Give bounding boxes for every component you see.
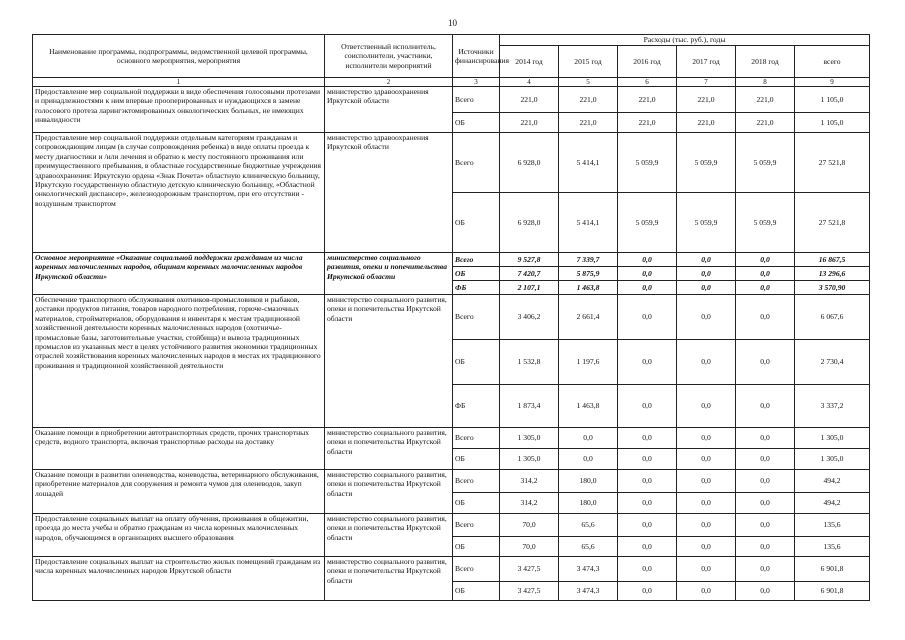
amount-total: 1 105,0 [795, 113, 870, 133]
header-total: всего [795, 46, 870, 78]
amount-year: 0,0 [736, 267, 795, 281]
header-responsible: Ответственный исполнитель, соисполнители, участники, исполнители мероприятий [325, 35, 453, 78]
amount-total: 135,6 [795, 514, 870, 537]
amount-year: 3 474,3 [559, 582, 618, 601]
amount-year: 1 305,0 [500, 449, 559, 470]
table-row [33, 133, 870, 193]
amount-year: 0,0 [618, 537, 677, 557]
amount-year: 0,0 [736, 428, 795, 449]
amount-total: 3 570,90 [795, 281, 870, 295]
responsible-executor: министерство социального развития, опеки и попечительства Иркутской области [325, 557, 453, 601]
amount-year: 221,0 [500, 113, 559, 133]
amount-year: 221,0 [559, 113, 618, 133]
amount-total: 1 305,0 [795, 428, 870, 449]
amount-total: 27 521,8 [795, 193, 870, 253]
responsible-executor: министерство здравоохранения Иркутской области [325, 133, 453, 253]
measure-name: Основное мероприятие «Оказание социальной поддержки гражданам из числа коренных малочисленных народов, общинам коренных малочисленных народов Иркутской области» [33, 253, 325, 295]
measure-name: Предоставление мер социальной поддержки в виде обеспечения голосовыми протезами и принадлежностями к ним впервые прооперированных и нуждающихся в замене голосового протеза ларингэктомированных онкологических больных, не имеющих инвалидности [33, 87, 325, 133]
responsible-executor: министерство социального развития, опеки и попечительства Иркутской области [325, 428, 453, 470]
amount-total: 13 296,6 [795, 267, 870, 281]
amount-year: 5 059,9 [677, 193, 736, 253]
funding-source: ОБ [453, 193, 500, 253]
amount-year: 5 059,9 [618, 193, 677, 253]
amount-year: 0,0 [618, 582, 677, 601]
amount-year: 9 527,8 [500, 253, 559, 267]
funding-source: ОБ [453, 113, 500, 133]
amount-year: 65,6 [559, 514, 618, 537]
table-row [33, 514, 870, 537]
amount-year: 221,0 [618, 113, 677, 133]
amount-year: 0,0 [736, 514, 795, 537]
column-index: 8 [736, 78, 795, 87]
amount-year: 0,0 [618, 514, 677, 537]
amount-year: 0,0 [677, 514, 736, 537]
column-index: 1 [33, 78, 325, 87]
amount-year: 0,0 [736, 385, 795, 428]
responsible-executor: министерство социального развития, опеки и попечительства Иркутской области [325, 514, 453, 557]
column-index: 9 [795, 78, 870, 87]
table-row [33, 253, 870, 267]
amount-year: 0,0 [618, 493, 677, 514]
header-year: 2015 год [559, 46, 618, 78]
table-row [33, 87, 870, 113]
funding-source: ОБ [453, 449, 500, 470]
amount-year: 6 928,0 [500, 193, 559, 253]
amount-year: 0,0 [677, 557, 736, 582]
amount-year: 221,0 [559, 87, 618, 113]
column-index: 2 [325, 78, 453, 87]
column-index: 5 [559, 78, 618, 87]
amount-year: 0,0 [677, 295, 736, 340]
column-index: 7 [677, 78, 736, 87]
amount-year: 2 107,1 [500, 281, 559, 295]
funding-source: Всего [453, 87, 500, 113]
amount-year: 0,0 [677, 582, 736, 601]
amount-year: 0,0 [677, 537, 736, 557]
amount-year: 0,0 [677, 385, 736, 428]
amount-total: 6 901,8 [795, 582, 870, 601]
amount-year: 0,0 [677, 470, 736, 493]
amount-year: 6 928,0 [500, 133, 559, 193]
amount-total: 6 901,8 [795, 557, 870, 582]
amount-total: 135,6 [795, 537, 870, 557]
amount-total: 494,2 [795, 493, 870, 514]
amount-year: 0,0 [559, 449, 618, 470]
funding-source: Всего [453, 253, 500, 267]
amount-year: 0,0 [736, 281, 795, 295]
amount-total: 494,2 [795, 470, 870, 493]
funding-source: ОБ [453, 267, 500, 281]
amount-year: 0,0 [618, 385, 677, 428]
amount-year: 180,0 [559, 470, 618, 493]
amount-year: 1 873,4 [500, 385, 559, 428]
table-row [33, 295, 870, 340]
header-year: 2014 год [500, 46, 559, 78]
amount-year: 1 532,8 [500, 340, 559, 385]
column-index: 3 [453, 78, 500, 87]
amount-year: 7 420,7 [500, 267, 559, 281]
amount-year: 221,0 [500, 87, 559, 113]
amount-year: 70,0 [500, 537, 559, 557]
amount-year: 5 414,1 [559, 193, 618, 253]
amount-year: 1 197,6 [559, 340, 618, 385]
funding-source: Всего [453, 557, 500, 582]
amount-year: 5 059,9 [736, 133, 795, 193]
measure-name: Оказание помощи в приобретении автотранспортных средств, прочих транспортных средств, водного транспорта, включая транспортные расходы на доставку [33, 428, 325, 470]
amount-year: 7 339,7 [559, 253, 618, 267]
responsible-executor: министерство социального развития, опеки и попечительства Иркутской области [325, 470, 453, 514]
amount-year: 3 474,3 [559, 557, 618, 582]
amount-total: 1 105,0 [795, 87, 870, 113]
amount-year: 0,0 [677, 281, 736, 295]
funding-source: Всего [453, 133, 500, 193]
column-index-row [33, 78, 870, 87]
amount-year: 5 414,1 [559, 133, 618, 193]
amount-year: 0,0 [736, 493, 795, 514]
funding-source: ФБ [453, 281, 500, 295]
amount-year: 65,6 [559, 537, 618, 557]
header-source: Источники финансирования [453, 35, 500, 78]
table-body [33, 87, 870, 601]
amount-year: 0,0 [618, 281, 677, 295]
amount-year: 2 661,4 [559, 295, 618, 340]
amount-year: 221,0 [736, 87, 795, 113]
amount-year: 1 305,0 [500, 428, 559, 449]
funding-source: Всего [453, 428, 500, 449]
header-year: 2017 год [677, 46, 736, 78]
amount-total: 3 337,2 [795, 385, 870, 428]
amount-year: 0,0 [736, 537, 795, 557]
measure-name: Предоставление мер социальной поддержки отдельным категориям гражданам и сопровождающим лицам (в случае сопровождения ребенка) в виде оплаты проезда к месту диагностики и /или лечения и обратно к месту постоянного проживания или преимущественного пребывания, в областные государственные бюджетные учреждения здравоохранения: Иркутскую ордена «Знак Почета» областную клиническую больницу, Иркутскую государственную областную детскую клиническую больницу, «Областной онкологический диспансер», железнодорожным транспортом, при его отсутствии - воздушным транспортом [33, 133, 325, 253]
amount-year: 0,0 [736, 449, 795, 470]
amount-year: 221,0 [677, 87, 736, 113]
amount-year: 5 059,9 [618, 133, 677, 193]
header-year: 2016 год [618, 46, 677, 78]
amount-year: 3 427,5 [500, 557, 559, 582]
funding-source: Всего [453, 295, 500, 340]
amount-year: 0,0 [677, 340, 736, 385]
column-index: 6 [618, 78, 677, 87]
amount-year: 0,0 [736, 340, 795, 385]
amount-year: 0,0 [736, 253, 795, 267]
amount-year: 5 059,9 [736, 193, 795, 253]
table-row [33, 428, 870, 449]
amount-year: 5 875,9 [559, 267, 618, 281]
amount-year: 1 463,8 [559, 385, 618, 428]
amount-total: 16 867,5 [795, 253, 870, 267]
funding-source: ОБ [453, 537, 500, 557]
amount-year: 221,0 [736, 113, 795, 133]
amount-year: 0,0 [677, 267, 736, 281]
funding-source: ФБ [453, 385, 500, 428]
page-number: 10 [448, 18, 457, 28]
measure-name: Обеспечение транспортного обслуживания охотников-промысловиков и рыбаков, доставки продуктов питания, товаров народного потребления, горюче-смазочных материалов, стройматериалов, оборудования и инвентаря к местам традиционной хозяйственной деятельности коренных малочисленных народов (охотничье-промысловые базы, заготовительные участки, стойбища) и вывоза традиционных промыслов из указанных мест в целях устойчивого развития экономики традиционных отраслей хозяйствования коренных малочисленных народов в местах их традиционного проживания и традиционной хозяйственной деятельности [33, 295, 325, 428]
amount-year: 0,0 [677, 428, 736, 449]
header-name: Наименование программы, подпрограммы, ведомственной целевой программы, основного мероприятия, мероприятия [33, 35, 325, 78]
responsible-executor: министерство социального развития, опеки и попечительства Иркутской области [325, 295, 453, 428]
amount-year: 0,0 [618, 295, 677, 340]
amount-total: 27 521,8 [795, 133, 870, 193]
measure-name: Предоставление социальных выплат на строительство жилых помещений гражданам из числа коренных малочисленных народов Иркутской области [33, 557, 325, 601]
amount-total: 2 730,4 [795, 340, 870, 385]
amount-total: 6 067,6 [795, 295, 870, 340]
amount-year: 0,0 [677, 449, 736, 470]
responsible-executor: министерство социального развития, опеки и попечительства Иркутской области [325, 253, 453, 295]
amount-year: 0,0 [677, 493, 736, 514]
amount-year: 0,0 [618, 340, 677, 385]
header-expenses: Расходы (тыс. руб.), годы [500, 35, 870, 46]
amount-year: 0,0 [736, 295, 795, 340]
expenses-table [32, 34, 870, 601]
amount-year: 0,0 [618, 253, 677, 267]
funding-source: ОБ [453, 493, 500, 514]
column-index: 4 [500, 78, 559, 87]
funding-source: Всего [453, 514, 500, 537]
amount-year: 0,0 [736, 582, 795, 601]
amount-year: 314,2 [500, 493, 559, 514]
amount-year: 1 463,8 [559, 281, 618, 295]
amount-year: 0,0 [677, 253, 736, 267]
amount-year: 0,0 [618, 267, 677, 281]
amount-year: 0,0 [618, 449, 677, 470]
amount-year: 5 059,9 [677, 133, 736, 193]
amount-year: 221,0 [618, 87, 677, 113]
amount-year: 0,0 [736, 470, 795, 493]
funding-source: ОБ [453, 582, 500, 601]
table-row [33, 557, 870, 582]
header-year: 2018 год [736, 46, 795, 78]
amount-year: 0,0 [618, 557, 677, 582]
amount-year: 0,0 [559, 428, 618, 449]
table-row [33, 470, 870, 493]
amount-year: 180,0 [559, 493, 618, 514]
amount-year: 0,0 [736, 557, 795, 582]
responsible-executor: министерство здравоохранения Иркутской области [325, 87, 453, 133]
funding-source: ОБ [453, 340, 500, 385]
funding-source: Всего [453, 470, 500, 493]
amount-year: 314,2 [500, 470, 559, 493]
amount-year: 0,0 [618, 470, 677, 493]
amount-year: 3 427,5 [500, 582, 559, 601]
amount-year: 0,0 [618, 428, 677, 449]
measure-name: Оказание помощи в развитии оленеводства, коневодства, ветеринарного обслуживания, приобретение материалов для сооружения и ремонта чумов для оленеводов, закуп лошадей [33, 470, 325, 514]
amount-total: 1 305,0 [795, 449, 870, 470]
amount-year: 70,0 [500, 514, 559, 537]
measure-name: Предоставление социальных выплат на оплату обучения, проживания в общежитии, проезда до места учебы и обратно гражданам из числа коренных малочисленных народов, обучающимся в организациях высшего образования [33, 514, 325, 557]
amount-year: 221,0 [677, 113, 736, 133]
amount-year: 3 406,2 [500, 295, 559, 340]
